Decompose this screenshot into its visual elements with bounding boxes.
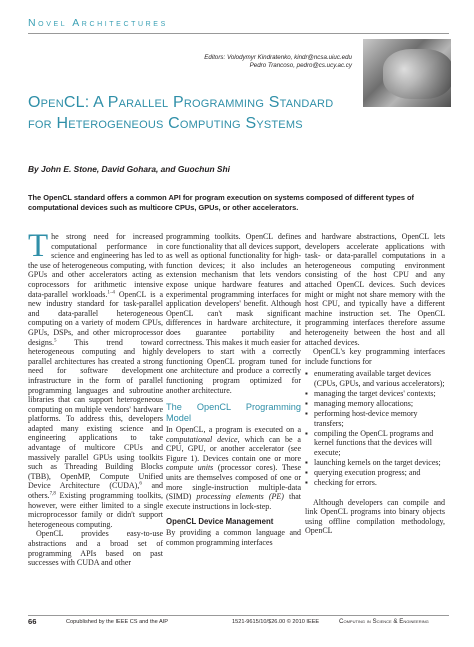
section-label: Novel Architectures [28,17,168,29]
editors-block [132,54,352,71]
body-column-2 [166,232,301,547]
intro-text-e: Existing programming toolkits, however, were either limited to a single microprocessor family or didn't support heterogeneous computing. [28,491,163,529]
paragraph-opencl-provides: OpenCL provides easy-to-use abstractions and a broad set of programming APIs based on past successes with CUDA and other [28,529,163,568]
pm-text-d: that execute instructions in lock-step. [166,492,301,511]
citation-ref[interactable]: 5 [54,337,57,343]
article-title: OpenCL: A Parallel Programming Standard for Heterogeneous Computing Systems [28,94,334,132]
footer-journal-name: Computing in Science & Engineering [339,618,429,625]
editor-line-1: Editors: Volodymyr Kindratenko, kindr@ncsa.uiuc.edu [204,54,352,61]
list-item: ▪ compiling the OpenCL programs and kernel functions that the devices will execute; [305,428,434,458]
list-item: ▪ enumerating available target devices (CPUs, GPUs, and various accelerators); [305,369,445,388]
subsection-heading-device-management: OpenCL Device Management [166,517,274,527]
bullet-icon: ▪ [305,458,308,468]
bullet-icon: ▪ [305,389,308,398]
bullet-icon: ▪ [305,478,308,488]
list-item: ▪ managing the target devices' contexts; [305,389,436,398]
interface-function-list [305,369,445,488]
citation-ref[interactable]: 6 [139,481,142,487]
footer-rule [28,615,449,616]
paragraph-toolkits: programming toolkits. OpenCL defines core functionality that all devices support, as well as optional functionality for high-function devices; it also includes an extension mechanism that lets vendors expose unique hardware features and experimental programming interfaces for application developers' benefit. Although OpenCL can't mask significant differences in hardware architecture, it does guarantee portability and correctness. This makes it much easier for developers to start with a correctly functioning OpenCL program tuned for one architecture and produce a correctly functioning program optimized for another architecture. [166,232,301,395]
intro-text-d: and others. [28,481,163,501]
body-column-3 [305,232,445,536]
term-processing-elements: processing elements (PE) [196,492,284,502]
term-computational-device: computational device [166,434,238,444]
pm-text-b: , which can be a CPU, GPU, or another accelerator (see Figure 1). Devices contain one or more [166,434,301,463]
pm-text-a: In OpenCL, a program is executed on a [166,425,301,435]
paragraph-key-interfaces: OpenCL's key programming interfaces include functions for [305,347,445,366]
citation-ref[interactable]: 1–4 [107,289,115,295]
paragraph-hardware-abstractions: and hardware abstractions, OpenCL lets developers accelerate applications with task- or data-parallel computations in a heterogeneous computing environment consisting of the host CPU and any attached OpenCL devices. Such devices might or might not share memory with the host CPU, and typically have a different machine instruction set. The OpenCL programming interfaces therefore assume heterogeneity between the host and all attached devices. [305,232,445,347]
term-compute-units: compute units [166,463,214,473]
paragraph-device-management: By providing a common language and common programming interfaces [166,528,301,547]
footer-issn: 1521-9615/10/$26.00 © 2010 IEEE [232,619,320,625]
body-column-1 [28,228,163,568]
intro-text-c: This trend toward heterogeneous computing and highly parallel architectures has created a strong need for software development infrastructure in the form of parallel programming languages and subroutine libraries that can support heterogeneous computing on multiple vendors' hardware platforms. To address this, developers adapted many existing science and engineering applications to take advantage of multicore CPUs and massively parallel GPUs using toolkits such as Threading Building Blocks (TBB), OpenMP, Compute Unified Device Architecture (CUDA), [28,337,163,491]
paragraph-compile-link: Although developers can compile and link OpenCL programs into binary objects using offline compilation methodology, OpenCL [305,497,445,536]
editor-line-2: Pedro Trancoso, pedro@cs.ucy.ac.cy [249,62,352,70]
list-item: ▪ checking for errors. [305,478,377,488]
paragraph-programming-model [166,425,301,511]
bullet-icon: ▪ [305,468,308,478]
page-number: 66 [28,617,37,626]
header-photo [363,39,451,107]
paragraph-intro [28,228,163,529]
citation-ref[interactable]: 7,8 [49,491,56,497]
list-item: ▪ querying execution progress; and [305,468,421,478]
header-rule [28,33,449,34]
list-item: ▪ performing host-device memory transfers; [305,409,418,428]
abstract: The OpenCL standard offers a common API for program execution on systems composed of different types of computational devices such as multicore CPUs, GPUs, or other accelerators. [28,193,415,212]
bullet-icon: ▪ [305,428,308,438]
intro-text-b: OpenCL is a new industry standard for task-parallel and data-parallel heterogeneous computing on a variety of modern CPUs, GPUs, DSPs, and other microprocessor designs. [28,289,163,347]
photo-highlight [383,49,451,99]
list-item: ▪ launching kernels on the target devices; [305,458,441,468]
section-heading-programming-model: The OpenCL Programming Model [166,402,301,423]
pm-text-c: (processor cores). These units are themselves composed of one or more single-instruction multiple-data (SIMD) [166,463,301,502]
bullet-icon: ▪ [305,369,308,379]
drop-cap: T [28,228,49,264]
bullet-icon: ▪ [305,409,308,419]
intro-text-a: he strong need for increased computational performance in science and engineering has led to the use of heterogeneous computing, with GPUs and other accelerators acting as coprocessors for arithmetic intensive data-parallel workloads. [28,232,163,299]
list-item: ▪ managing memory allocations; [305,399,414,409]
footer-copyright: Copublished by the IEEE CS and the AIP [66,619,168,625]
bullet-icon: ▪ [305,399,308,409]
author-byline: By John E. Stone, David Gohara, and Guochun Shi [28,164,230,174]
